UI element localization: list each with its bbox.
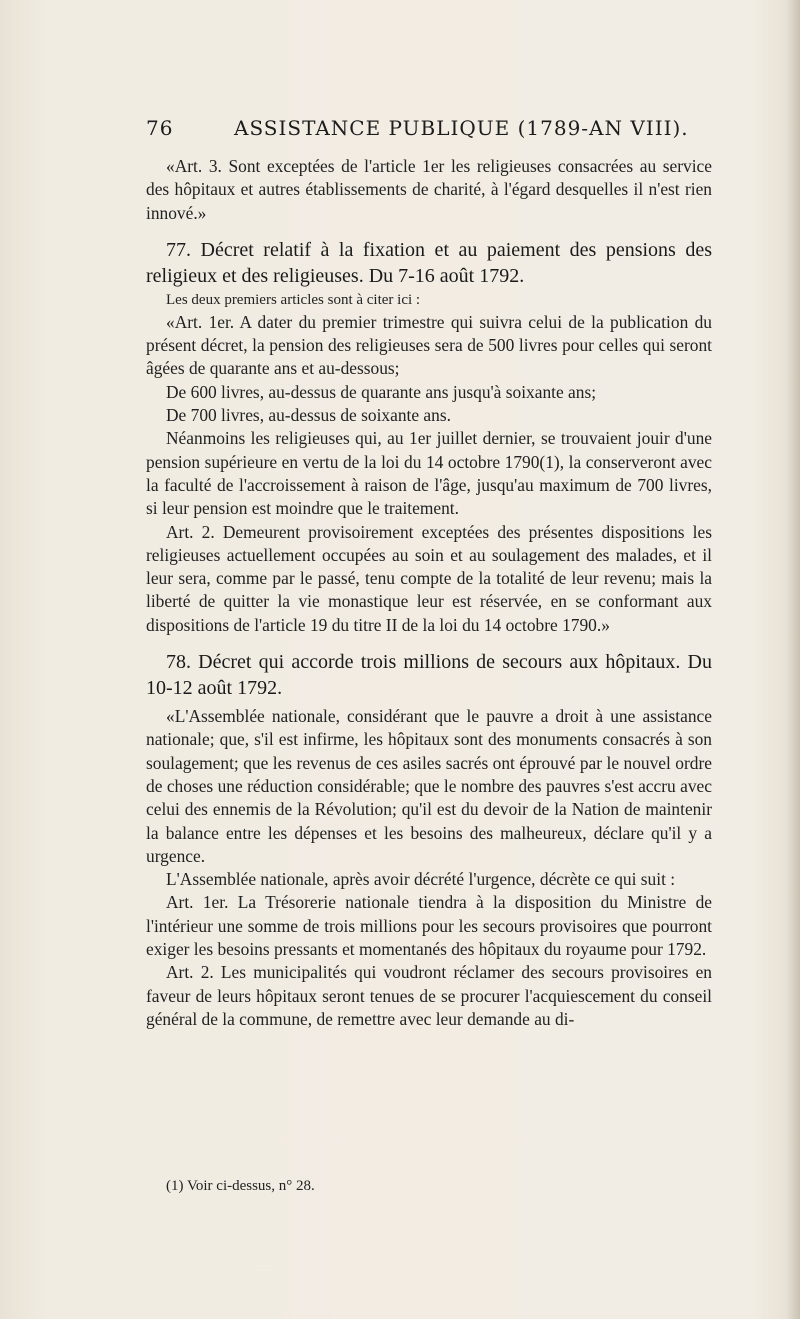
paragraph-78-preamble: «L'Assemblée nationale, considérant que le pauvre a droit à une assistance nationale; que, s'il est infirme, les hôpitaux sont des monuments consacrés à son soulagement; que les revenus de ces asiles sacrés ont éprouvé par le nouvel ordre de choses une réduction considérable; que le nombre des pauvres s'est accru avec celui des ennemis de la Révolution; qu'il est du devoir de la Nation de maintenir la balance entre les dépenses et les besoins des malheureux, déclare qu'il y a urgence. xyxy=(146,706,712,866)
section-title-77: 77. Décret relatif à la fixation et au paiement des pensions des religieux et des religieuses. Du 7-16 août 1792. xyxy=(146,238,712,287)
running-head: ASSISTANCE PUBLIQUE (1789-AN VIII). xyxy=(234,116,689,140)
page-edge-shadow xyxy=(786,0,800,1319)
paragraph-78-decree: L'Assemblée nationale, après avoir décrété l'urgence, décrète ce qui suit : xyxy=(166,869,676,890)
paragraph-77-700: De 700 livres, au-dessus de soixante ans. xyxy=(166,405,451,426)
section-title-78: 78. Décret qui accorde trois millions de secours aux hôpitaux. Du 10-12 août 1792. xyxy=(146,651,712,700)
paragraph-77-neanmoins: Néanmoins les religieuses qui, au 1er juillet dernier, se trouvaient jouir d'une pension supérieure en vertu de la loi du 14 octobre 1790(1), la conserveront avec la faculté de l'accroissement à raison de l'âge, jusqu'au maximum de 700 livres, si leur pension est moindre que le traitement. xyxy=(146,428,712,519)
paragraph-art3: «Art. 3. Sont exceptées de l'article 1er les religieuses consacrées au service des hôpitaux et autres établissements de charité, à l'égard desquelles il n'est rien innové.» xyxy=(146,156,712,223)
paragraph-78-art1: Art. 1er. La Trésorerie nationale tiendra à la disposition du Ministre de l'intérieur une somme de trois millions pour les secours provisoires que pourront exiger les besoins pressants et momentanés des hôpitaux du royaume pour 1792. xyxy=(146,892,712,960)
page-header xyxy=(146,116,706,146)
footnote: (1) Voir ci-dessus, n° 28. xyxy=(166,1178,315,1194)
page-number: 76 xyxy=(146,116,174,140)
paragraph-77-600: De 600 livres, au-dessus de quarante ans jusqu'à soixante ans; xyxy=(166,381,597,402)
main-text xyxy=(146,155,712,1031)
paragraph-78-art2: Art. 2. Les municipalités qui voudront réclamer des secours provisoires en faveur de leurs hôpitaux seront tenues de se procurer l'acquiescement du conseil général de la commune, de remettre avec leur demande au di- xyxy=(146,962,712,1029)
paragraph-77-art1: «Art. 1er. A dater du premier trimestre qui suivra celui de la publication du présent décret, la pension des religieuses sera de 500 livres pour celles qui seront âgées de quarante ans et au-dessous; xyxy=(146,311,712,379)
section-intro-77: Les deux premiers articles sont à citer ici : xyxy=(166,291,421,308)
paragraph-77-art2: Art. 2. Demeurent provisoirement exceptées des présentes dispositions les religieuses actuellement occupées au soin et au soulagement des malades, et il leur sera, comme par le passé, tenu compte de la totalité de leur revenu; mais la liberté de quitter la vie monastique leur est réservée, en se conformant aux dispositions de l'article 19 du titre II de la loi du 14 octobre 1790.» xyxy=(146,521,712,635)
